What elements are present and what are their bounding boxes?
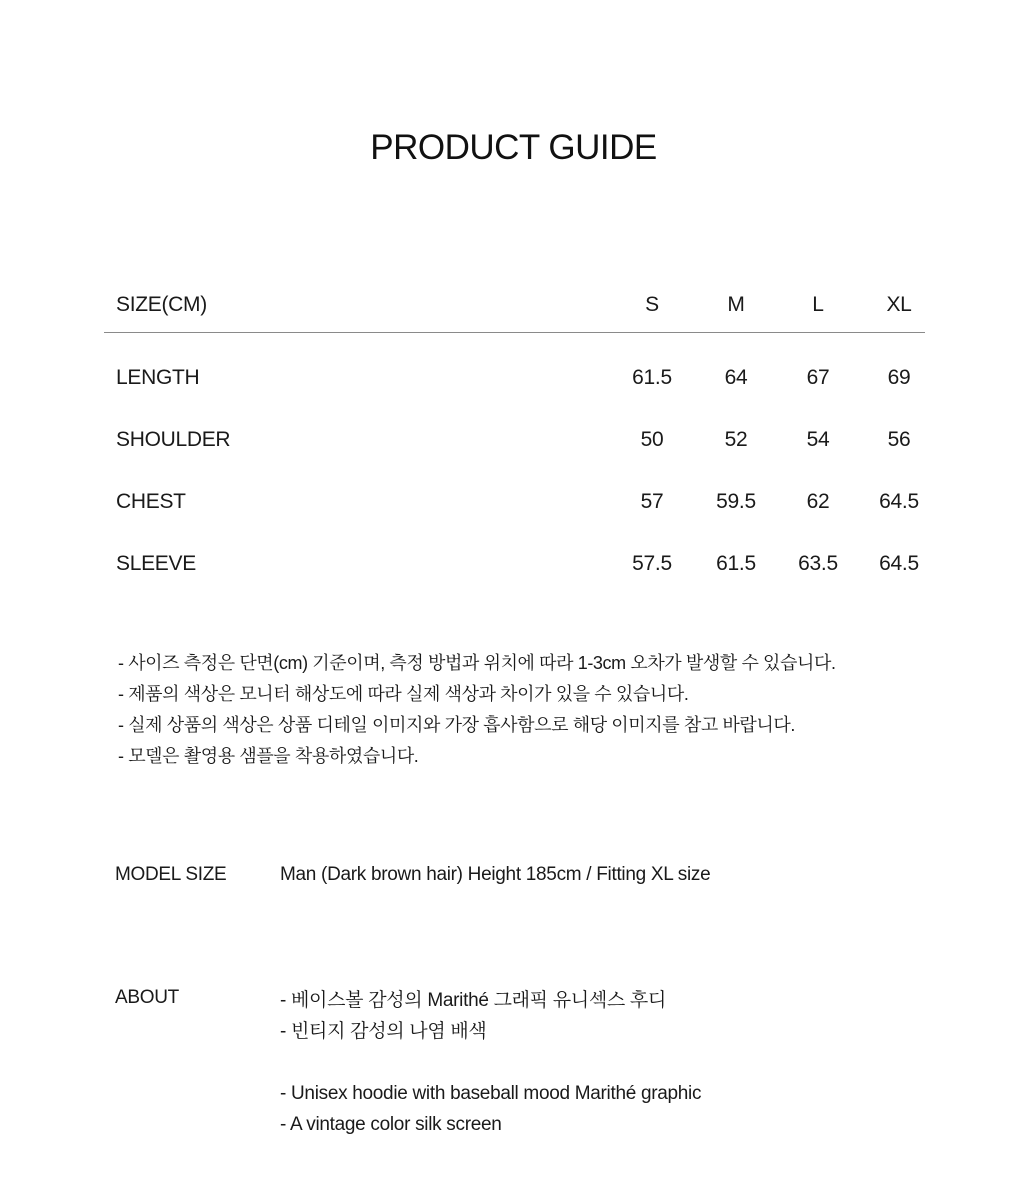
about-spacer: [280, 1047, 701, 1078]
table-cell: 64: [724, 366, 748, 389]
table-cell: 57.5: [632, 552, 672, 575]
about-line: - Unisex hoodie with baseball mood Marithé graphic: [280, 1083, 702, 1104]
row-label: SLEEVE: [116, 552, 196, 575]
size-table: [104, 280, 925, 601]
table-cell: 57: [640, 490, 664, 513]
table-cell: 59.5: [716, 490, 756, 513]
about-label: ABOUT: [115, 987, 179, 1008]
note-line: - 사이즈 측정은 단면(cm) 기준이며, 측정 방법과 위치에 따라 1-3cm 오차가 발생할 수 있습니다.: [118, 653, 836, 673]
table-cell: 69: [887, 366, 911, 389]
table-row-length: [104, 353, 925, 415]
table-cell: 62: [806, 490, 830, 513]
size-xl-header: XL: [886, 293, 912, 316]
table-cell: 54: [806, 428, 830, 451]
table-cell: 61.5: [632, 366, 672, 389]
table-cell: 61.5: [716, 552, 756, 575]
about-description: [280, 985, 701, 1140]
table-cell: 50: [640, 428, 664, 451]
table-cell: 64.5: [879, 552, 919, 575]
size-m-header: M: [727, 293, 745, 316]
row-label: LENGTH: [116, 366, 200, 389]
model-size-value: Man (Dark brown hair) Height 185cm / Fitting XL size: [280, 864, 711, 885]
table-cell: 63.5: [798, 552, 838, 575]
size-column-label: SIZE(CM): [116, 293, 207, 316]
table-cell: 67: [806, 366, 830, 389]
about-line: - A vintage color silk screen: [280, 1114, 502, 1135]
row-label: CHEST: [116, 490, 186, 513]
table-cell: 64.5: [879, 490, 919, 513]
table-row-sleeve: [104, 539, 925, 601]
table-row-chest: [104, 477, 925, 539]
note-line: - 실제 상품의 색상은 상품 디테일 이미지와 가장 흡사함으로 해당 이미지를 참고 바랍니다.: [118, 715, 795, 735]
size-l-header: L: [812, 293, 824, 316]
note-line: - 제품의 색상은 모니터 해상도에 따라 실제 색상과 차이가 있을 수 있습니다.: [118, 684, 689, 704]
row-label: SHOULDER: [116, 428, 231, 451]
about-line: - 베이스볼 감성의 Marithé 그래픽 유니섹스 후디: [280, 990, 667, 1011]
size-s-header: S: [645, 293, 659, 316]
size-table-header: [104, 280, 925, 333]
page-title: PRODUCT GUIDE: [370, 128, 657, 167]
table-cell: 52: [724, 428, 748, 451]
table-cell: 56: [887, 428, 911, 451]
about-line: - 빈티지 감성의 나염 배색: [280, 1021, 487, 1042]
table-row-shoulder: [104, 415, 925, 477]
note-line: - 모델은 촬영용 샘플을 착용하였습니다.: [118, 746, 419, 766]
size-notes: [118, 648, 836, 772]
model-size-label: MODEL SIZE: [115, 864, 227, 885]
